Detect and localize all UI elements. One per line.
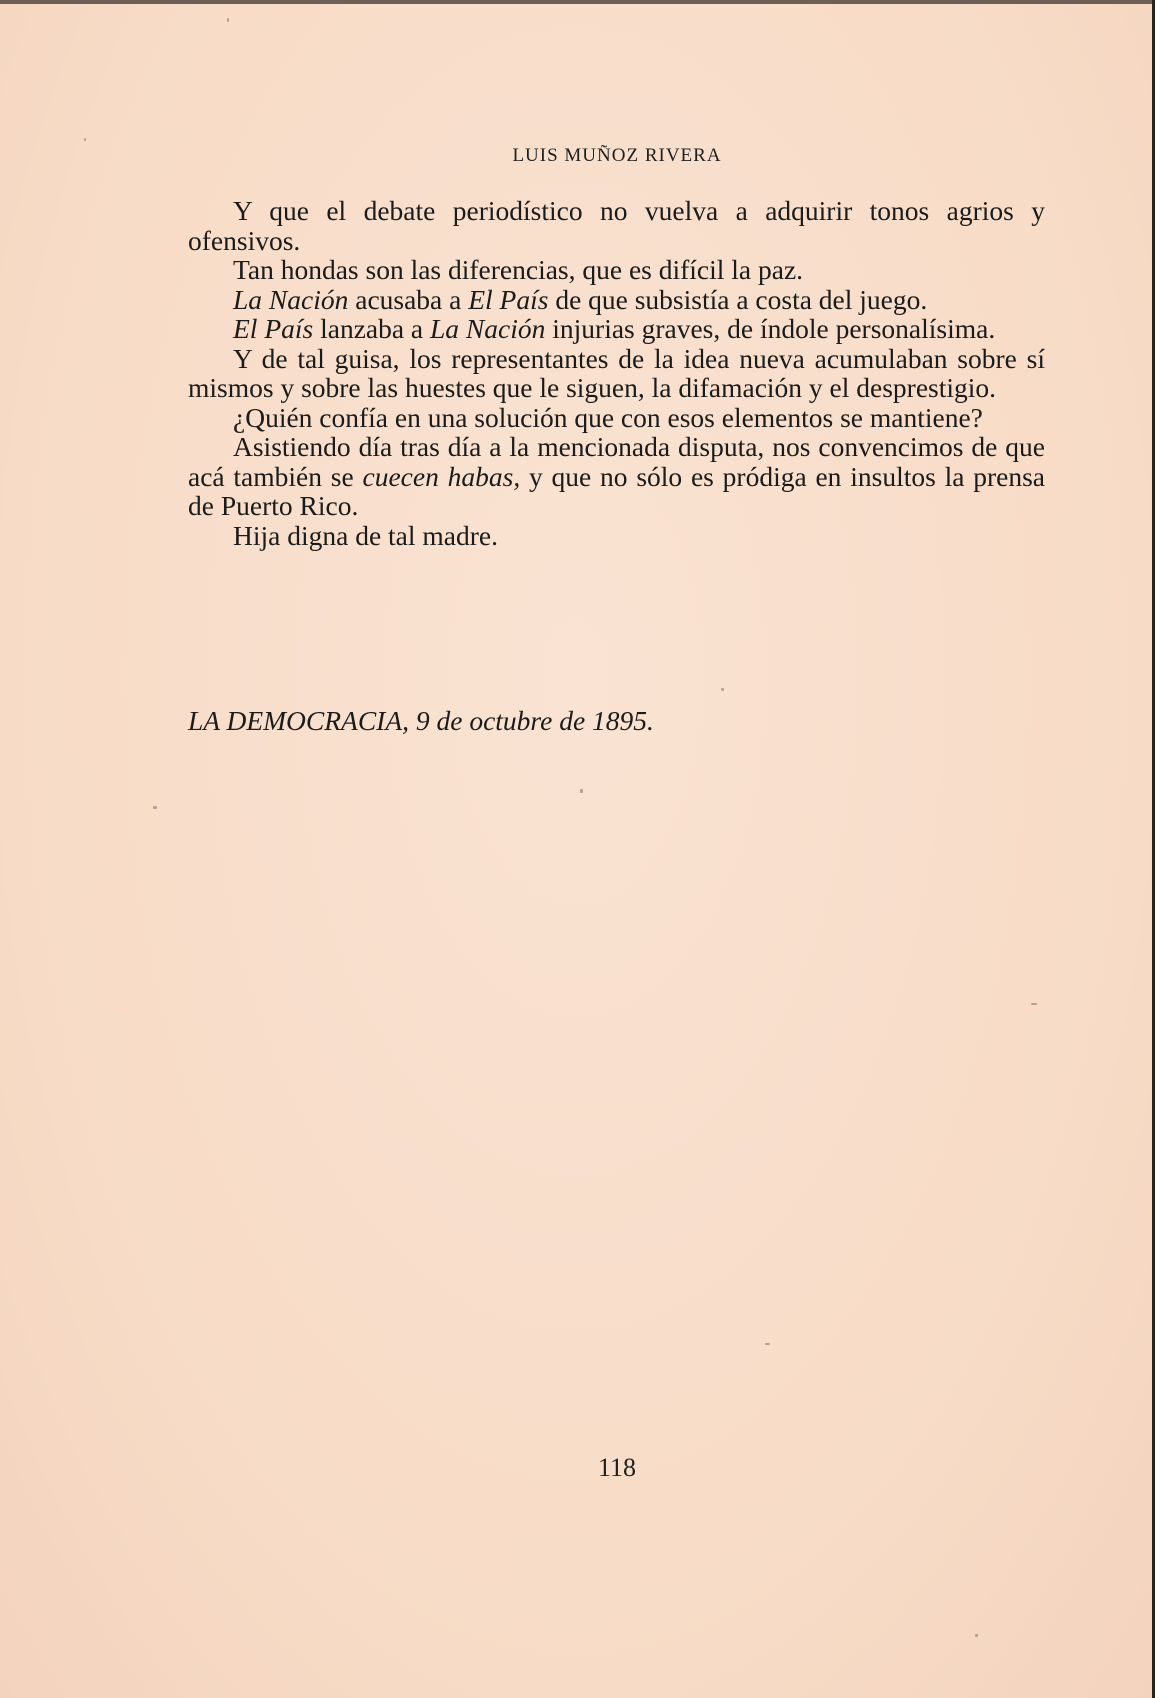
paragraph xyxy=(188,314,1045,344)
paragraph xyxy=(188,285,1045,315)
paper-speck xyxy=(153,806,157,809)
paper-speck xyxy=(227,18,229,22)
text-run: Hija digna de tal madre. xyxy=(233,519,498,551)
newspaper-title: La Nación xyxy=(430,313,546,344)
paragraph xyxy=(188,521,1045,551)
text-run: ¿Quién confía en una solución que con esos elementos se mantiene? xyxy=(233,401,983,433)
text-run: Y que el debate periodístico no vuelva a adquirir tonos agrios y ofensivos. xyxy=(188,195,1045,256)
italic-phrase: cuecen habas, xyxy=(362,460,521,492)
paper-speck xyxy=(580,789,583,793)
text-run: lanzaba a xyxy=(313,313,431,344)
paper-speck xyxy=(84,138,86,141)
text-run: de que subsistía a costa del juego. xyxy=(548,283,928,315)
paragraph xyxy=(188,432,1045,521)
paragraph xyxy=(188,196,1045,255)
article-body xyxy=(188,196,1045,550)
paper-speck xyxy=(721,688,724,691)
source-citation: LA DEMOCRACIA, 9 de octubre de 1895. xyxy=(188,705,654,736)
page-number: 118 xyxy=(597,1453,637,1482)
paragraph xyxy=(188,344,1045,403)
running-header: LUIS MUÑOZ RIVERA xyxy=(512,145,722,166)
text-run: Y de tal guisa, los representantes de la idea nueva acumulaban sobre sí mismos y sobre las huestes que le siguen, la difamación y el desprestigio. xyxy=(188,342,1045,403)
paper-speck xyxy=(975,1634,978,1637)
text-run: acusaba a xyxy=(348,283,469,315)
text-run: Tan hondas son las diferencias, que es difícil la paz. xyxy=(233,254,804,285)
newspaper-title: El País xyxy=(233,313,314,344)
paragraph xyxy=(188,403,1045,433)
paragraph xyxy=(188,255,1045,285)
paper-speck xyxy=(765,1343,770,1345)
text-run: y que no sólo es pródiga en insultos la prensa de Puerto Rico. xyxy=(188,460,1046,521)
paper-speck xyxy=(1031,1003,1037,1005)
text-run: injurias graves, de índole personalísima. xyxy=(545,313,996,344)
text-run: Asistiendo día tras día a la mencionada disputa, nos convencimos de que acá también se xyxy=(188,431,1045,492)
newspaper-title: La Nación xyxy=(233,283,349,315)
newspaper-title: El País xyxy=(468,283,549,315)
